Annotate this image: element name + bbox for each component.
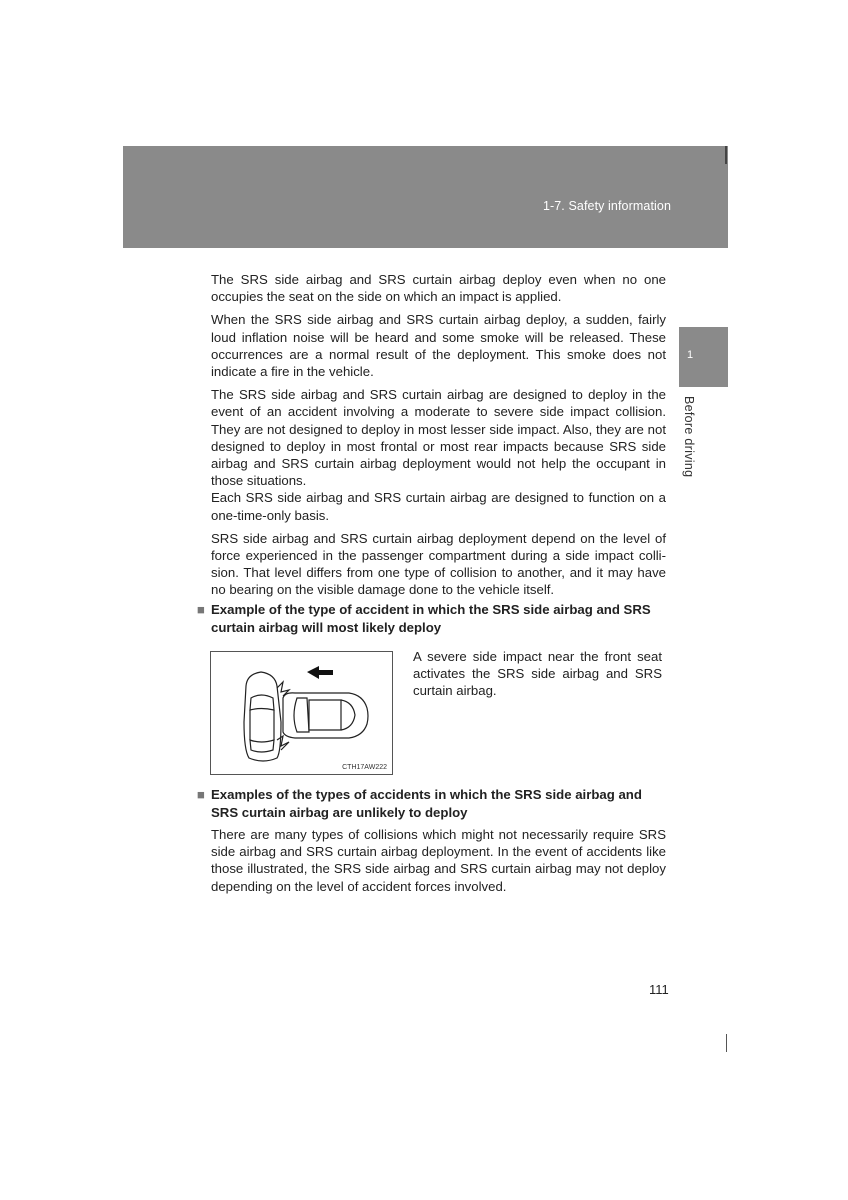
heading-line: Example of the type of accident in which the SRS side airbag and SRS <box>211 602 651 617</box>
chapter-tab <box>679 327 728 387</box>
collision-diagram <box>211 652 392 774</box>
paragraph: SRS side airbag and SRS curtain airbag deployment depend on the level of force experienced in the passenger compartment during a side impact colli-sion. That level differs from one type of collision to another, and it may have no bearing on the visible damage done to the vehicle itself. <box>211 530 666 598</box>
section-title: 1-7. Safety information <box>542 199 671 213</box>
struck-car-rear-window <box>250 740 274 752</box>
heading-line: Examples of the types of accidents in which the SRS side airbag and <box>211 787 642 802</box>
struck-car-windshield <box>250 695 274 710</box>
edge-tick <box>726 1034 727 1052</box>
figure-caption: A severe side impact near the front seat activates the SRS side airbag and SRS curtain airbag. <box>413 649 662 699</box>
section-heading-likely-deploy <box>197 601 667 637</box>
heading-line: curtain airbag will most likely deploy <box>211 620 442 635</box>
body-text <box>211 271 666 605</box>
closing-paragraph: There are many types of collisions which might not necessarily require SRS side airbag and SRS curtain airbag deployment. In the event of accidents like those illustrated, the SRS side airbag and SRS curtain airbag may not deploy depending on the level of accident forces involved. <box>211 827 666 894</box>
heading-line: SRS curtain airbag are unlikely to deploy <box>211 805 468 820</box>
paragraph: When the SRS side airbag and SRS curtain airbag deploy, a sudden, fairly loud inflation noise will be heard and some smoke will be released. These occurrences are a normal result of the deployment. This smoke does not indicate a fire in the vehicle. <box>211 312 666 380</box>
impact-direction-arrow-icon <box>307 666 333 679</box>
header-tick <box>725 146 727 164</box>
struck-car-roof <box>250 710 274 740</box>
figure-code: CTH17AW222 <box>342 764 387 771</box>
paragraph: The SRS side airbag and SRS curtain airbag are designed to deploy in the event of an accident involving a moderate to severe side impact collision. They are not designed to deploy in most lesser side impact. Also, they are not designed to deploy in most frontal or most rear impacts because SRS side airbag and SRS curtain airbag deployment would not help the occupant in those situations. <box>211 387 666 489</box>
chapter-label: Before driving <box>682 396 696 478</box>
section-heading-unlikely-deploy <box>197 786 667 822</box>
paragraph: The SRS side airbag and SRS curtain airbag deploy even when no one occupies the seat on the side on which an impact is applied. <box>211 272 666 305</box>
striking-car-windshield <box>294 698 309 732</box>
impact-burst-bottom <box>277 736 289 750</box>
paragraph: Each SRS side airbag and SRS curtain airbag are designed to function on a one-time-only basis. <box>211 490 666 523</box>
square-bullet-icon: ■ <box>197 602 205 617</box>
square-bullet-icon: ■ <box>197 787 205 802</box>
page-number: 111 <box>649 982 669 997</box>
side-impact-illustration <box>210 651 393 775</box>
striking-car-roof <box>309 700 341 730</box>
header-band <box>123 146 728 248</box>
striking-car-rear-window <box>341 700 355 730</box>
chapter-number: 1 <box>687 349 694 361</box>
